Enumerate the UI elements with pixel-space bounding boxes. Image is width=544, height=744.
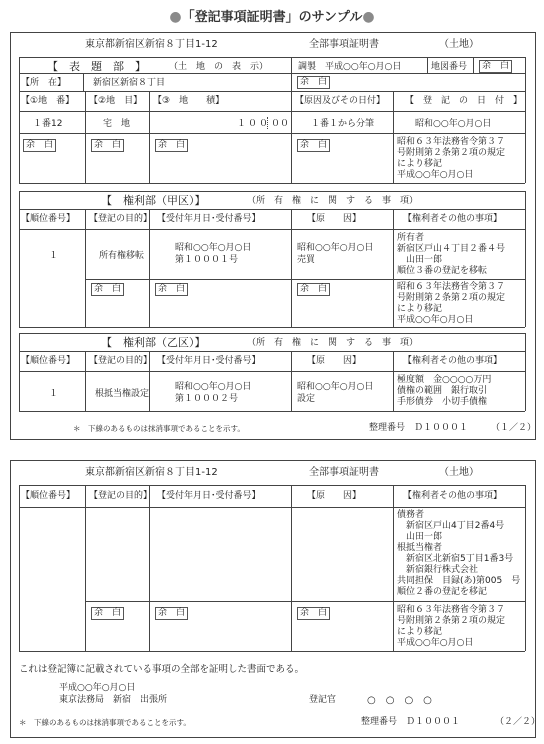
max-amount: 極度額 金○○○○万円: [397, 375, 492, 385]
kouku-transfer-note: 順位３番の登記を移転: [397, 266, 488, 276]
certificate-type: 全部事項証明書: [309, 39, 379, 50]
owner-address: 新宿区戸山４丁目２番４号: [397, 244, 506, 254]
kouku-cause-date: 昭和○○年○月○日: [297, 243, 374, 253]
col-land-category: 【②地 目】: [89, 96, 143, 106]
strikethrough-note: ＊ 下線のあるものは抹消事項であることを示す。: [73, 424, 245, 433]
kouku-transfer-line-1: 昭和６３年法務省令第３７: [397, 282, 506, 292]
kouku-receipt-number: 第１０００１号: [175, 255, 239, 265]
col-rank: 【順位番号】: [21, 491, 76, 501]
kouku-rank: １: [49, 251, 59, 261]
col-receipt: 【受付年月日･受付番号】: [157, 356, 261, 366]
property-address: 東京都新宿区新宿８丁目1-12: [85, 39, 218, 50]
debtor-name: 山田一郎: [397, 532, 443, 542]
registration-date-value: 昭和○○年○月○日: [415, 119, 492, 129]
claim-scope: 債権の範囲 銀行取引: [397, 386, 488, 396]
serial-number: 整理番号 Ｄ１０００１: [361, 717, 461, 727]
kouku-receipt-date: 昭和○○年○月○日: [175, 243, 252, 253]
land-area-blank: 余 白: [155, 139, 188, 152]
transfer-line-4: 平成○○年○月○日: [397, 170, 474, 180]
location-label: 【所 在】: [21, 78, 67, 88]
kouku-purpose-blank: 余 白: [91, 283, 124, 296]
mortgagee-name: 新宿銀行株式会社: [397, 565, 479, 575]
col-rank: 【順位番号】: [21, 356, 76, 366]
otsuku-cause: 設定: [297, 394, 316, 404]
owner-name: 山田一郎: [397, 255, 443, 265]
property-address: 東京都新宿区新宿８丁目1-12: [85, 467, 218, 478]
hyodai-subtitle: （土 地 の 表 示）: [169, 62, 269, 72]
col-cause: 【原 因】: [307, 356, 362, 366]
col-rights: 【権利者その他の事項】: [403, 356, 503, 366]
property-kind: （土地）: [439, 39, 479, 50]
kouku-transfer-line-3: により移記: [397, 304, 443, 314]
col-lot-number: 【①地 番】: [21, 96, 75, 106]
kouku-subtitle: （所 有 権 に 関 す る 事 項）: [247, 196, 419, 206]
col-land-area: 【③ 地 積】: [153, 96, 225, 106]
registry-office: 東京法務局 新宿 出張所: [59, 695, 168, 705]
mortgagee-label: 根抵当権者: [397, 543, 443, 553]
circle-bullet-icon: ●: [362, 9, 375, 25]
col-registration-date: 【 登 記 の 日 付 】: [405, 96, 523, 106]
transfer-line-2: 号附則第２条第２項の規定: [397, 616, 506, 626]
col-rights: 【権利者その他の事項】: [403, 214, 503, 224]
cause-blank: 余 白: [297, 607, 330, 620]
location-blank: 余 白: [297, 76, 330, 89]
kouku-cause-blank: 余 白: [297, 283, 330, 296]
transfer-note: 順位２番の登記を移記: [397, 587, 488, 597]
otsuku-cause-date: 昭和○○年○月○日: [297, 382, 374, 392]
col-rights: 【権利者その他の事項】: [403, 491, 503, 501]
registrar-seal: ○ ○ ○ ○: [367, 695, 432, 706]
kouku-transfer-line-2: 号附則第２条第２項の規定: [397, 293, 506, 303]
debtor-label: 債務者: [397, 510, 425, 520]
certificate-page-2: [10, 460, 541, 738]
receipt-blank: 余 白: [155, 607, 188, 620]
otsuku-purpose: 根抵当権設定: [95, 389, 150, 399]
otsuku-receipt-date: 昭和○○年○月○日: [175, 382, 252, 392]
transfer-line-1: 昭和６３年法務省令第３７: [397, 137, 506, 147]
col-purpose: 【登記の目的】: [89, 491, 153, 501]
otsuku-subtitle: （所 有 権 に 関 す る 事 項）: [247, 338, 419, 348]
owner-label: 所有者: [397, 233, 425, 243]
otsuku-rank: １: [49, 389, 59, 399]
kouku-cause: 売買: [297, 255, 316, 265]
circle-bullet-icon: ●: [169, 9, 182, 25]
certificate-page-1: [10, 32, 536, 440]
certificate-type: 全部事項証明書: [309, 467, 379, 478]
debtor-address: 新宿区戸山4丁目2番4号: [397, 521, 505, 531]
kouku-transfer-line-4: 平成○○年○月○日: [397, 315, 474, 325]
transfer-line-2: 号附則第２条第２項の規定: [397, 148, 506, 158]
transfer-line-3: により移記: [397, 159, 443, 169]
prepared-date: 調製 平成○○年○月○日: [298, 62, 402, 72]
col-cause: 【原 因】: [307, 491, 362, 501]
registrar-label: 登記官: [309, 695, 337, 705]
map-number-label: 地図番号: [431, 62, 468, 72]
hyodai-section-title: 【 表 題 部 】: [47, 60, 146, 73]
col-cause-date: 【原因及びその日付】: [295, 96, 386, 106]
issue-date: 平成○○年○月○日: [59, 683, 136, 693]
claim-types: 手形債券 小切手債権: [397, 397, 488, 407]
kouku-purpose: 所有権移転: [99, 251, 145, 261]
page-number: （１／２）: [491, 423, 537, 433]
land-category-blank: 余 白: [91, 139, 124, 152]
map-number-blank: 余 白: [479, 60, 512, 73]
land-area: １００: [237, 119, 271, 129]
otsuku-section-title: 【 権利部（乙区）】: [101, 336, 206, 349]
page-title: ●「登記事項証明書」のサンプル●: [169, 9, 375, 25]
col-cause: 【原 因】: [307, 214, 362, 224]
location-value: 新宿区新宿８丁目: [93, 78, 166, 88]
lot-number-blank: 余 白: [23, 139, 56, 152]
purpose-blank: 余 白: [91, 607, 124, 620]
col-receipt: 【受付年月日･受付番号】: [157, 214, 261, 224]
land-category: 宅 地: [103, 119, 131, 129]
col-purpose: 【登記の目的】: [89, 214, 153, 224]
mortgagee-address: 新宿区北新宿5丁目1番3号: [397, 554, 514, 564]
cause-value: １番１から分筆: [311, 119, 375, 129]
col-receipt: 【受付年月日･受付番号】: [157, 491, 261, 501]
land-area-decimal: ００: [271, 119, 290, 129]
otsuku-receipt-number: 第１０００２号: [175, 394, 239, 404]
serial-number: 整理番号 Ｄ１０００１: [369, 423, 469, 433]
transfer-line-1: 昭和６３年法務省令第３７: [397, 605, 506, 615]
kouku-section-title: 【 権利部（甲区）】: [101, 194, 206, 207]
col-rank: 【順位番号】: [21, 214, 76, 224]
certification-statement: これは登記簿に記載されている事項の全部を証明した書面である。: [19, 664, 305, 675]
strikethrough-note: ＊ 下線のあるものは抹消事項であることを示す。: [19, 718, 191, 727]
transfer-line-3: により移記: [397, 627, 443, 637]
col-purpose: 【登記の目的】: [89, 356, 153, 366]
property-kind: （土地）: [439, 467, 479, 478]
page-number: （２／２）: [495, 717, 541, 727]
transfer-line-4: 平成○○年○月○日: [397, 638, 474, 648]
cause-blank: 余 白: [297, 139, 330, 152]
lot-number: １番12: [33, 119, 63, 129]
kouku-receipt-blank: 余 白: [155, 283, 188, 296]
joint-collateral: 共同担保 目録(あ)第005 号: [397, 576, 521, 586]
